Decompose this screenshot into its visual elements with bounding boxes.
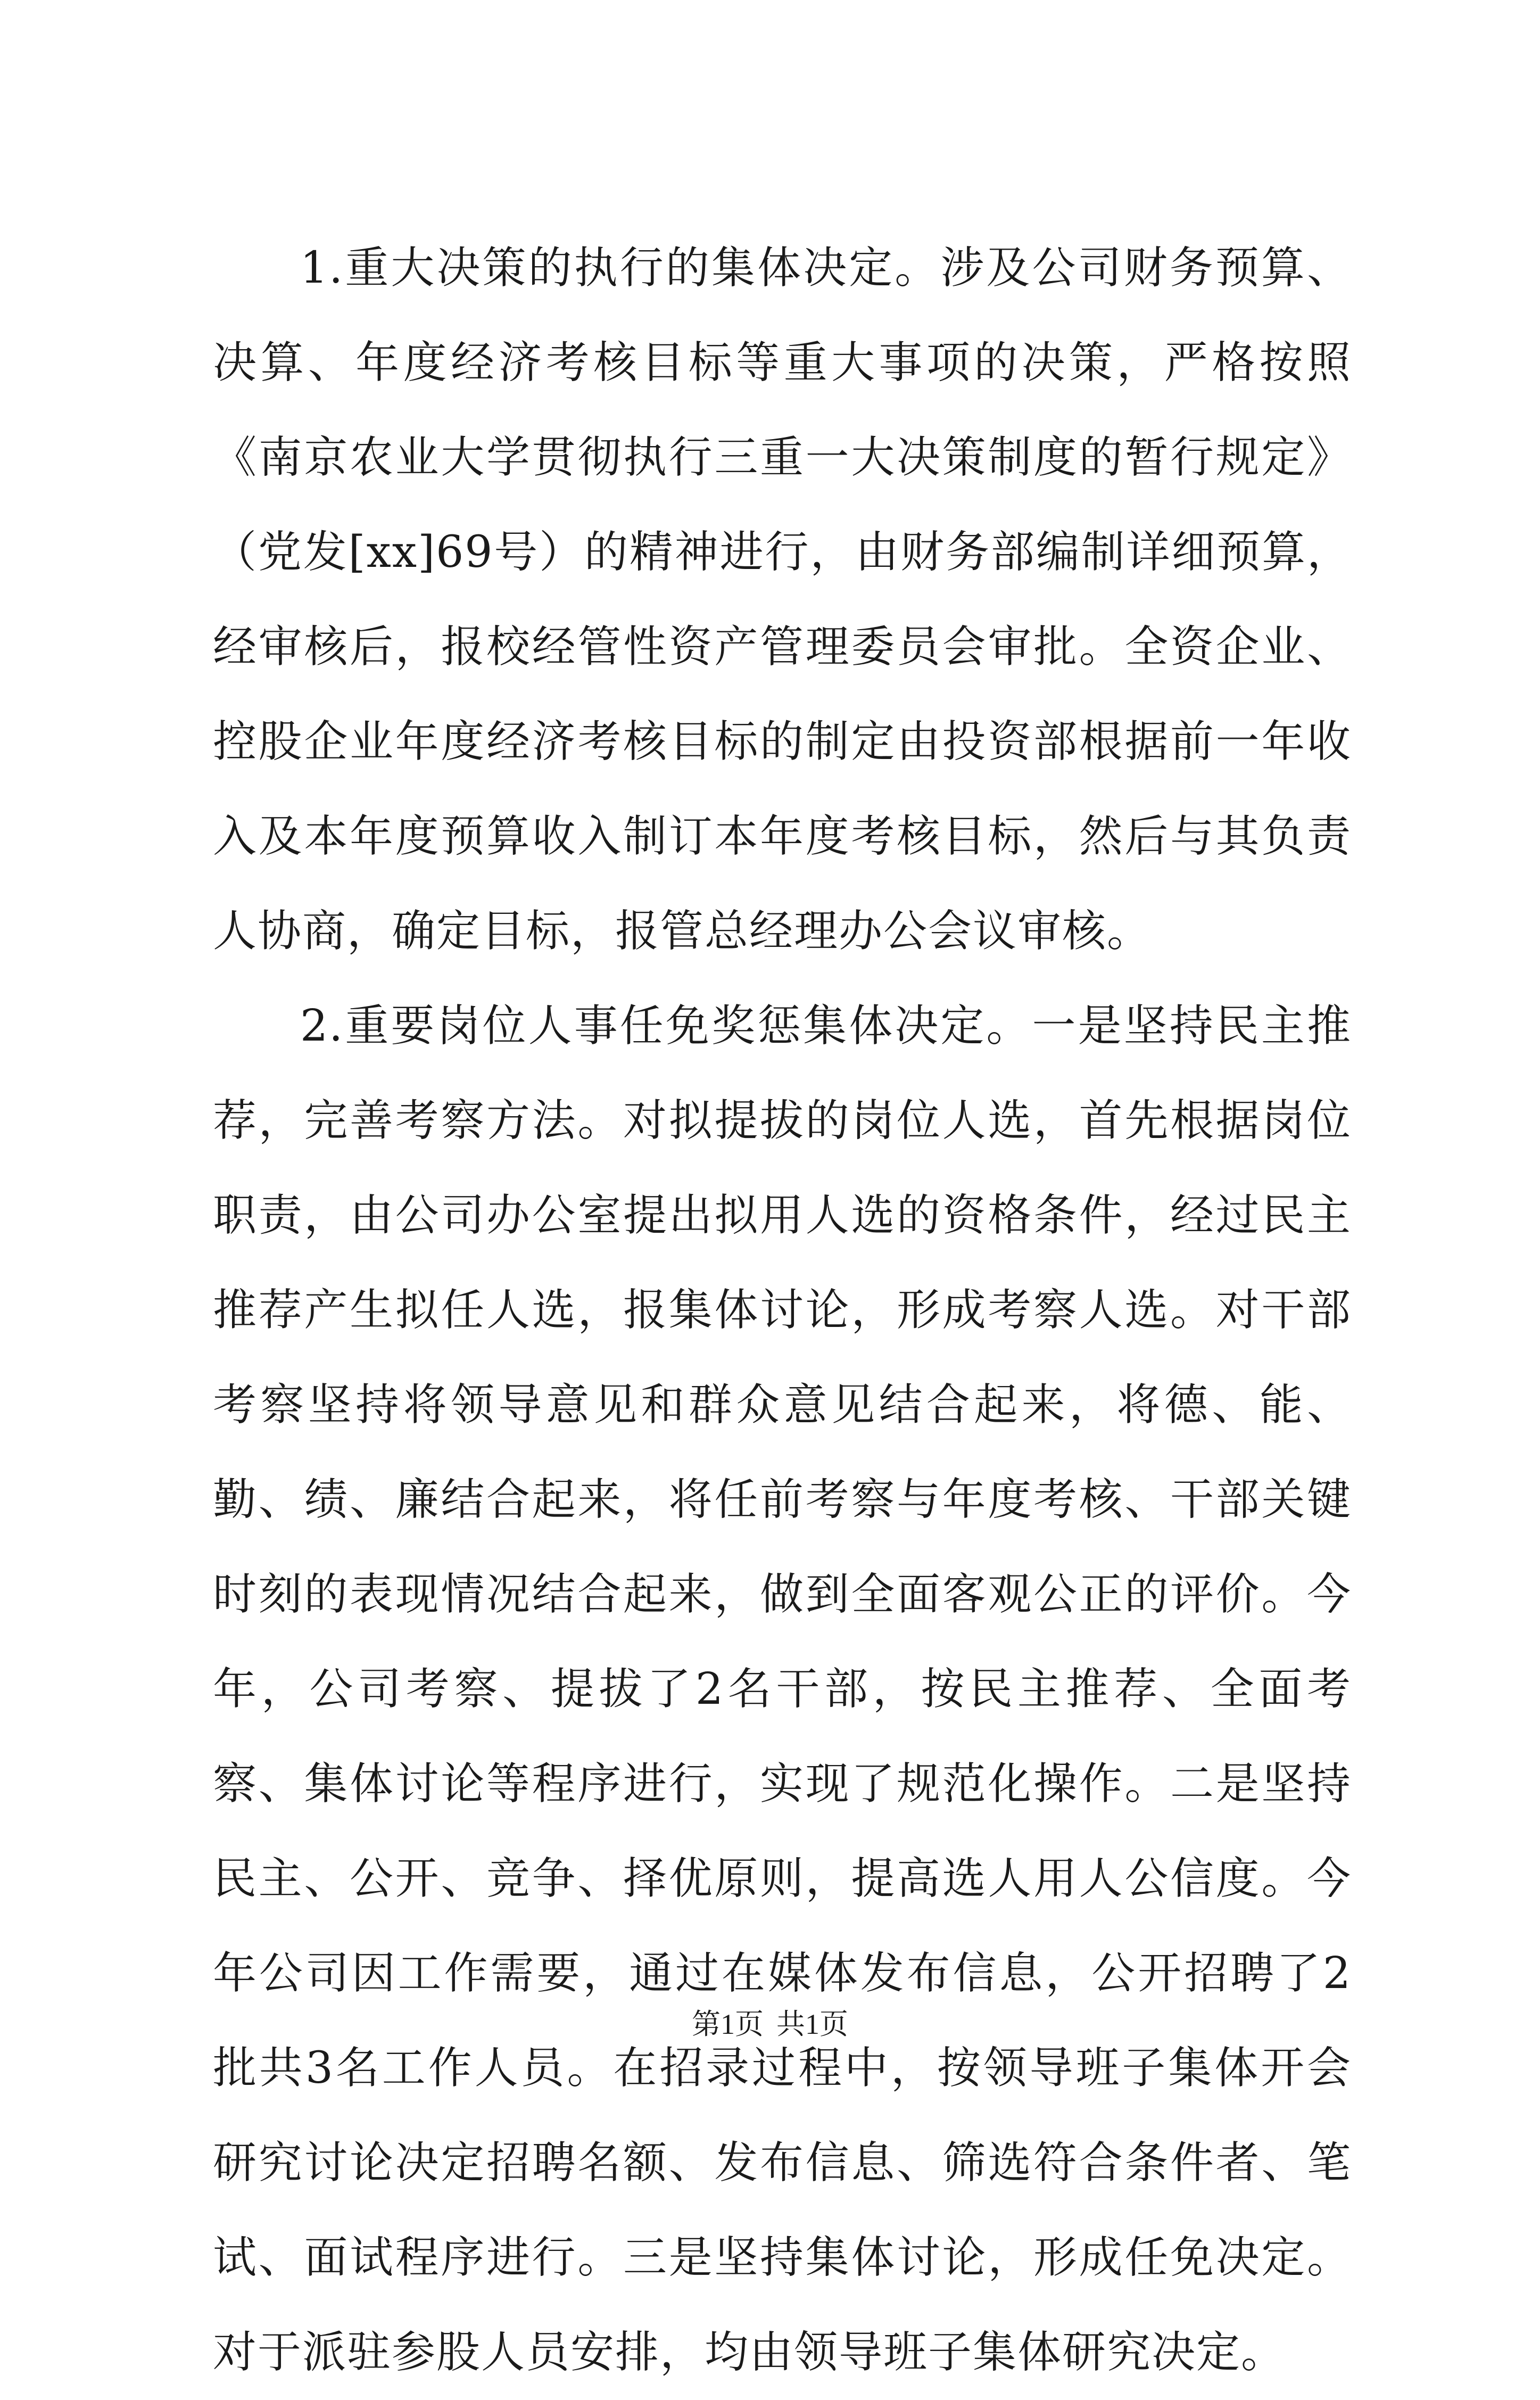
document-body (213, 221, 1352, 2400)
paragraph-1: 1.重大决策的执行的集体决定。涉及公司财务预算、决算、年度经济考核目标等重大事项的决策，严格按照《南京农业大学贯彻执行三重一大决策制度的暂行规定》（党发[xx]69号）的精神进行，由财务部编制详细预算，经审核后，报校经管性资产管理委员会审批。全资企业、控股企业年度经济考核目标的制定由投资部根据前一年收入及本年度预算收入制订本年度考核目标，然后与其负责人协商，确定目标，报管总经理办公会议审核。 (213, 243, 1352, 956)
page-number: 第1页 (692, 2008, 764, 2040)
page-footer (0, 2006, 1540, 2043)
page-total: 共1页 (776, 2008, 848, 2040)
paragraph-2: 2.重要岗位人事任免奖惩集体决定。一是坚持民主推荐，完善考察方法。对拟提拔的岗位人选，首先根据岗位职责，由公司办公室提出拟用人选的资格条件，经过民主推荐产生拟任人选，报集体讨论，形成考察人选。对干部考察坚持将领导意见和群众意见结合起来，将德、能、勤、绩、廉结合起来，将任前考察与年度考核、干部关键时刻的表现情况结合起来，做到全面客观公正的评价。今年，公司考察、提拔了2名干部，按民主推荐、全面考察、集体讨论等程序进行，实现了规范化操作。二是坚持民主、公开、竞争、择优原则，提高选人用人公信度。今年公司因工作需要，通过在媒体发布信息，公开招聘了2批共3名工作人员。在招录过程中，按领导班子集体开会研究讨论决定招聘名额、发布信息、筛选符合条件者、笔试、面试程序进行。三是坚持集体讨论，形成任免决定。对于派驻参股人员安排，均由领导班子集体研究决定。 (213, 1001, 1352, 2378)
